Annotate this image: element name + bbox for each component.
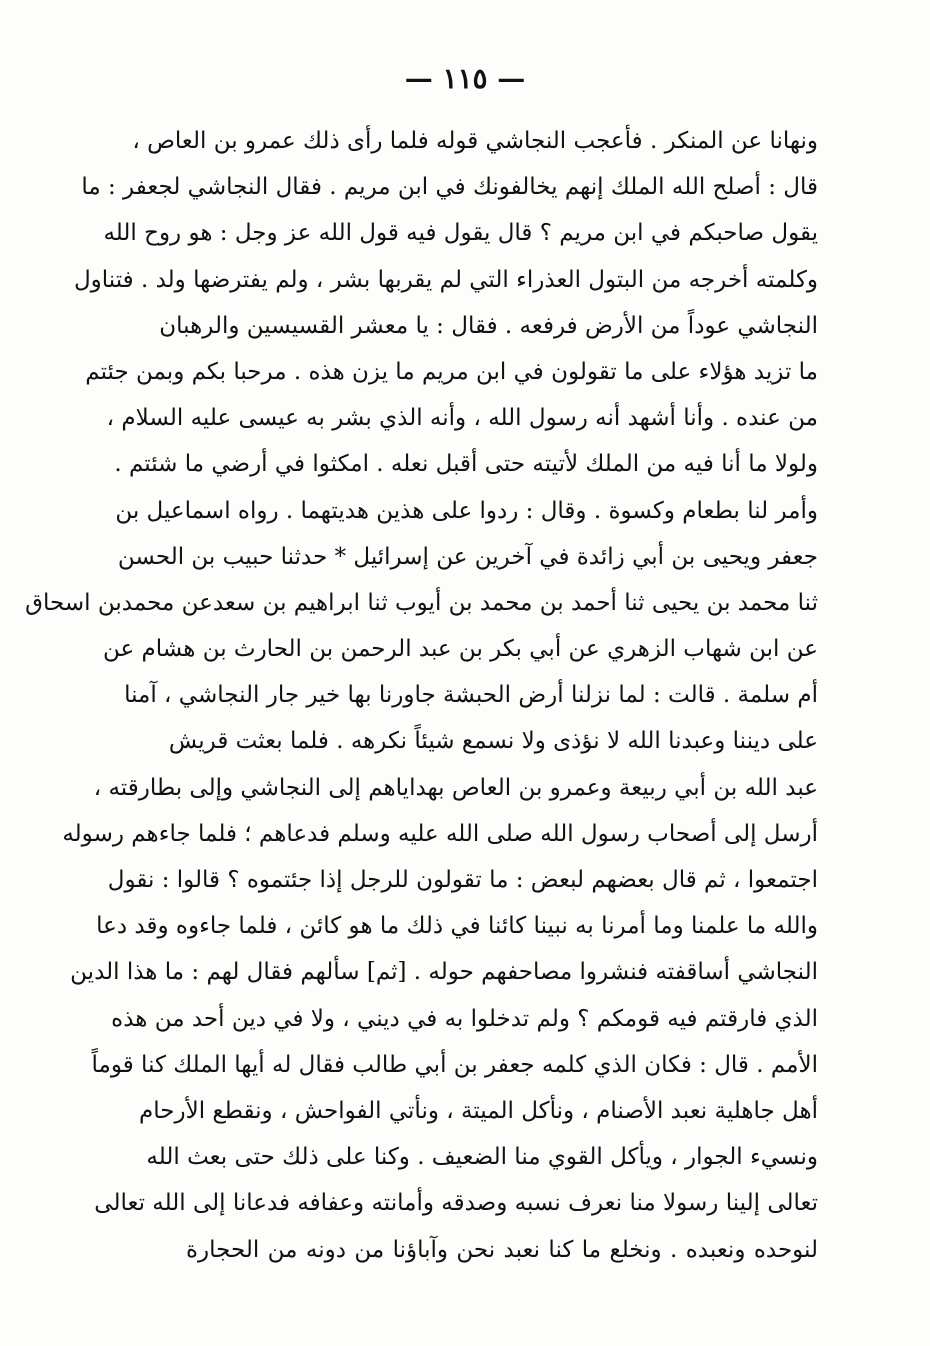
text-line: لنوحده ونعبده . ونخلع ما كنا نعبد نحن وآباؤنا من دونه من الحجارة (186, 1236, 818, 1263)
text-line: تعالى إلينا رسولا منا نعرف نسبه وصدقه وأمانته وعفافه فدعانا إلى الله تعالى (94, 1190, 818, 1217)
text-line: ونسيء الجوار ، ويأكل القوي منا الضعيف . وكنا على ذلك حتى بعث الله (146, 1144, 818, 1171)
text-line: ما تزيد هؤلاء على ما تقولون في ابن مريم ما يزن هذه . مرحبا بكم وبمن جئتم (85, 358, 818, 385)
text-line: أرسل إلى أصحاب رسول الله صلى الله عليه وسلم فدعاهم ؛ فلما جاءهم رسوله (62, 820, 818, 847)
text-line: جعفر ويحيى بن أبي زائدة في آخرين عن إسرائيل * حدثنا حبيب بن الحسن (117, 543, 818, 570)
text-line: عبد الله بن أبي ربيعة وعمرو بن العاص بهداياهم إلى النجاشي وإلى بطارقته ، (93, 774, 818, 801)
text-line: ثنا محمد بن يحيى ثنا أحمد بن محمد بن أيوب ثنا ابراهيم بن سعدعن محمدبن اسحاق (25, 589, 818, 616)
text-line: عن ابن شهاب الزهري عن أبي بكر بن عبد الرحمن بن الحارث بن هشام عن (102, 636, 818, 663)
text-line: النجاشي أساقفته فنشروا مصاحفهم حوله . [ثم] سألهم فقال لهم : ما هذا الدين (70, 959, 818, 986)
page-number: — ١١٥ — (404, 62, 526, 95)
text-line: أهل جاهلية نعبد الأصنام ، ونأكل الميتة ، ونأتي الفواحش ، ونقطع الأرحام (139, 1097, 818, 1124)
body-text (25, 118, 818, 1273)
text-line: يقول صاحبكم في ابن مريم ؟ قال يقول فيه قول الله عز وجل : هو روح الله (103, 220, 818, 247)
text-line: والله ما علمنا وما أمرنا به نبينا كائنا في ذلك ما هو كائن ، فلما جاءوه وقد دعا (96, 913, 818, 940)
text-line: وكلمته أخرجه من البتول العذراء التي لم يقربها بشر ، ولم يفترضها ولد . فتناول (73, 266, 818, 293)
text-line: ولولا ما أنا فيه من الملك لأتيته حتى أقبل نعله . امكثوا في أرضي ما شئتم . (114, 451, 818, 478)
text-line: أم سلمة . قالت : لما نزلنا أرض الحبشة جاورنا بها خير جار النجاشي ، آمنا (124, 682, 818, 709)
text-line: وأمر لنا بطعام وكسوة . وقال : ردوا على هذين هديتهما . رواه اسماعيل بن (115, 497, 818, 524)
text-line: على ديننا وعبدنا الله لا نؤذى ولا نسمع شيئاً نكرهه . فلما بعثت قريش (168, 728, 818, 755)
text-line: الأمم . قال : فكان الذي كلمه جعفر بن أبي طالب فقال له أيها الملك كنا قوماً (91, 1051, 818, 1078)
text-line: ونهانا عن المنكر . فأعجب النجاشي قوله فلما رأى ذلك عمرو بن العاص ، (132, 128, 818, 154)
text-line: اجتمعوا ، ثم قال بعضهم لبعض : ما تقولون للرجل إذا جئتموه ؟ قالوا : نقول (107, 867, 818, 893)
text-line: النجاشي عوداً من الأرض فرفعه . فقال : يا معشر القسيسين والرهبان (159, 312, 818, 339)
text-line: الذي فارقتم فيه قومكم ؟ ولم تدخلوا به في ديني ، ولا في دين أحد من هذه (111, 1005, 818, 1032)
text-line: من عنده . وأنا أشهد أنه رسول الله ، وأنه الذي بشر به عيسى عليه السلام ، (106, 405, 818, 432)
text-line: قال : أصلح الله الملك إنهم يخالفونك في ابن مريم . فقال النجاشي لجعفر : ما (81, 174, 818, 201)
